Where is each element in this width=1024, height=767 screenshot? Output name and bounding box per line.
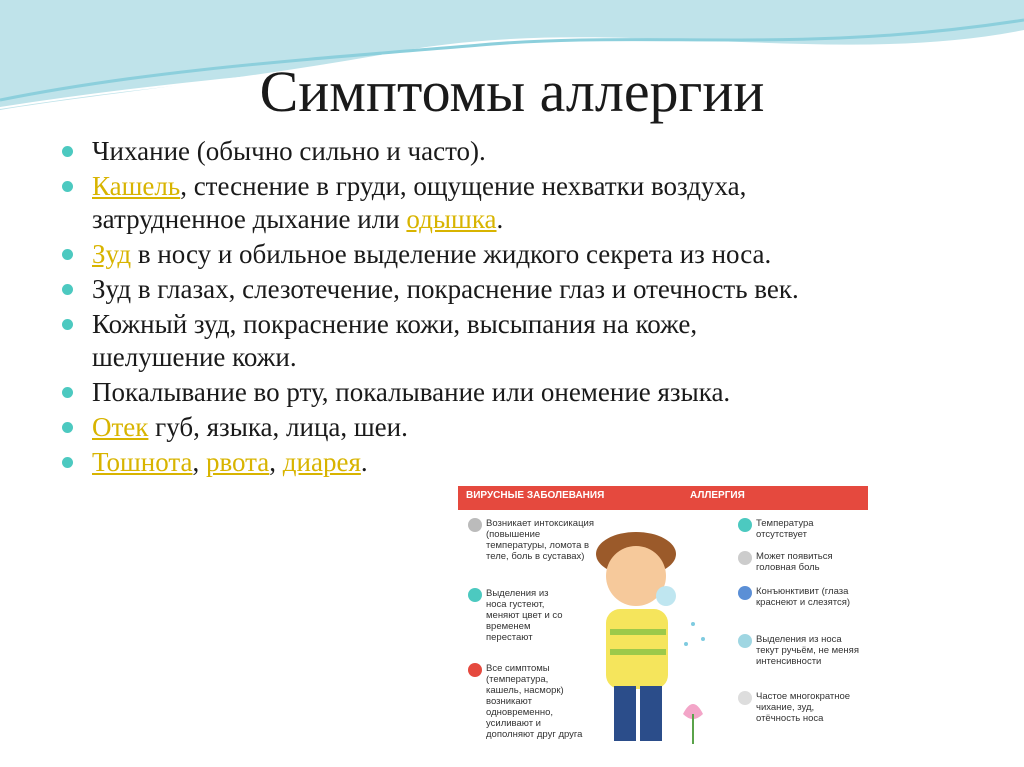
head-icon [738,551,752,565]
symptom-item [62,238,822,271]
symptom-text: . [360,447,368,477]
bullet-dot [62,422,73,433]
eye-icon [738,586,752,600]
bullet-dot [62,146,73,157]
symptom-link[interactable]: Зуд [92,239,132,269]
drop-icon [468,588,482,602]
symptom-text: Зуд в глазах, слезотечение, покраснение глаз и отечность век. [92,274,799,304]
allergy-point-5: Частое многократное чихание, зуд, отёчность носа [756,691,851,724]
virus-icon [468,518,482,532]
viral-point-2: Выделения из носа густеют, меняют цвет и со временем перестают [486,588,563,643]
symptom-link[interactable]: Кашель [92,171,181,201]
symptom-link[interactable]: Отек [92,412,149,442]
nose-icon [738,691,752,705]
allergy-point-3: Конъюнктивит (глаза краснеют и слезятся) [756,586,851,608]
bullet-dot [62,284,73,295]
bullet-dot [62,319,73,330]
bullet-dot [62,181,73,192]
symptom-text: Кожный зуд, покраснение кожи, высыпания на коже, шелушение кожи. [92,309,698,372]
header-allergy: АЛЛЕРГИЯ [690,490,745,501]
symptom-item [62,446,822,479]
bullet-dot [62,457,73,468]
viral-point-3: Все симптомы (температура, кашель, насморк) возникают одновременно, усиливают и дополняют друг друга [486,663,583,740]
symptom-item [62,170,822,236]
symptom-item [62,273,822,306]
symptom-item [62,135,822,168]
infographic [458,486,868,748]
symptom-link[interactable]: Тошнота [92,447,193,477]
symptom-text: . [496,204,504,234]
symptom-text: губ, языка, лица, шеи. [148,412,408,442]
symptom-item [62,308,822,374]
symptom-text: , [192,447,206,477]
symptom-list [62,135,822,481]
viral-point-1: Возникает интоксикация (повышение температуры, ломота в теле, боль в суставах) [486,518,594,562]
symptom-link[interactable]: рвота [205,447,270,477]
allergy-point-1: Температура отсутствует [756,518,814,540]
symptom-link[interactable]: одышка [406,204,497,234]
allergy-point-4: Выделения из носа текут ручьём, не меняя интенсивности [756,634,859,667]
symptom-item [62,411,822,444]
tissue-icon [738,634,752,648]
bullet-dot [62,249,73,260]
symptom-text: в носу и обильное выделение жидкого секрета из носа. [131,239,772,269]
symptom-item [62,376,822,409]
symptom-text: Чихание (обычно сильно и часто). [92,136,486,166]
symptom-text: , [269,447,283,477]
symptom-text: Покалывание во рту, покалывание или онемение языка. [92,377,731,407]
bullet-dot [62,387,73,398]
allergy-point-2: Может появиться головная боль [756,551,833,573]
symptom-text: , стеснение в груди, ощущение нехватки воздуха, затрудненное дыхание или [92,171,747,234]
symptom-link[interactable]: диарея [282,447,361,477]
infographic-header [458,486,868,510]
thermometer-icon [738,518,752,532]
page-title: Симптомы аллергии [259,59,765,124]
alert-icon [468,663,482,677]
header-viral: ВИРУСНЫЕ ЗАБОЛЕВАНИЯ [466,490,605,501]
